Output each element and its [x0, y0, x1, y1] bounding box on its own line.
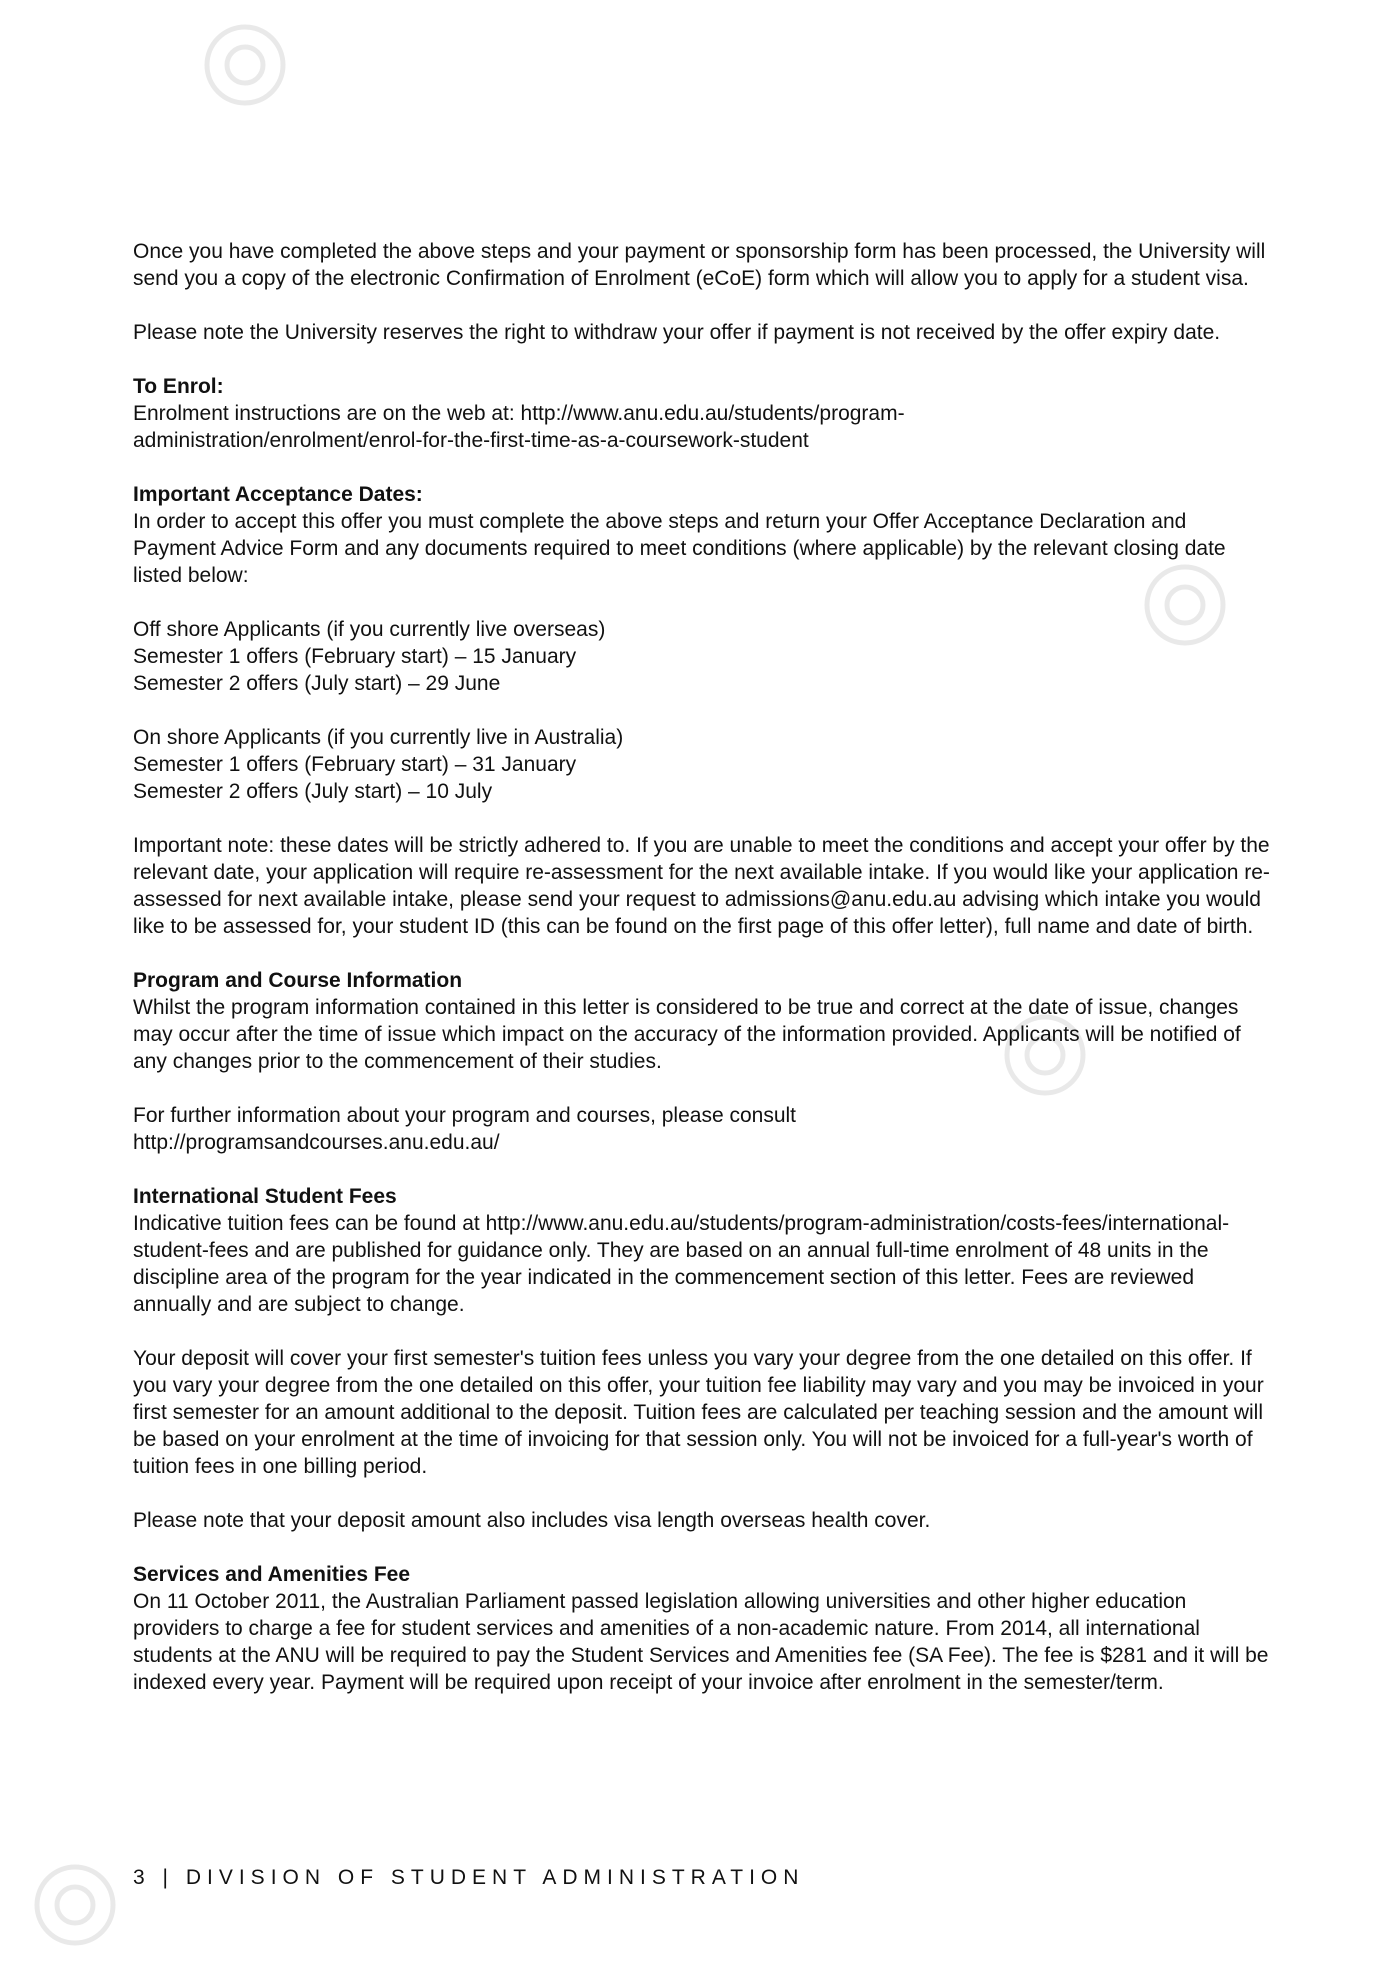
offshore-sem1: Semester 1 offers (February start) – 15 January: [133, 645, 577, 668]
onshore-dates: [133, 724, 1273, 805]
important-note: Important note: these dates will be strictly adhered to. If you are unable to meet the conditions and accept your offer by the relevant date, your application will require re-assessment for the next available intake. If you would like your application re-assessed for next available intake, please send your request to admissions@anu.edu.au advising which intake you would like to be assessed for, your student ID (this can be found on the first page of this offer letter), full name and date of birth.: [133, 834, 1270, 938]
amenities-text: On 11 October 2011, the Australian Parliament passed legislation allowing universities and other higher education providers to charge a fee for student services and amenities of a non-academic nature. From 2014, all international students at the ANU will be required to pay the Student Services and Amenities fee (SA Fee). The fee is $281 and it will be indexed every year. Payment will be required upon receipt of your invoice after enrolment in the semester/term.: [133, 1590, 1269, 1694]
onshore-sem1: Semester 1 offers (February start) – 31 January: [133, 753, 577, 776]
withdraw-notice: Please note the University reserves the right to withdraw your offer if payment is not received by the offer expiry date.: [133, 321, 1221, 344]
fees-section: [133, 1183, 1273, 1318]
program-section: [133, 967, 1273, 1075]
programs-link[interactable]: http://programsandcourses.anu.edu.au/: [133, 1131, 500, 1154]
program-heading: Program and Course Information: [133, 969, 463, 992]
fees-text-3: Please note that your deposit amount also includes visa length overseas health cover.: [133, 1509, 931, 1532]
page-number: 3: [133, 1866, 151, 1889]
amenities-heading: Services and Amenities Fee: [133, 1563, 411, 1586]
further-info-text: For further information about your program and courses, please consult: [133, 1104, 797, 1127]
watermark-seal-icon: [200, 20, 290, 110]
confirmation-paragraph: Once you have completed the above steps and your payment or sponsorship form has been processed, the University will send you a copy of the electronic Confirmation of Enrolment (eCoE) form which will allow you to apply for a student visa.: [133, 240, 1266, 290]
program-text: Whilst the program information contained in this letter is considered to be true and correct at the date of issue, changes may occur after the time of issue which impact on the accuracy of the information provided. Applicants will be notified of any changes prior to the commencement of their studies.: [133, 996, 1241, 1073]
further-info: [133, 1102, 1273, 1156]
fees-text-1: Indicative tuition fees can be found at http://www.anu.edu.au/students/program-administration/costs-fees/international-student-fees and are published for guidance only. They are based on an annual full-time enrolment of 48 units in the discipline area of the program for the year indicated in the commencement section of this letter. Fees are reviewed annually and are subject to change.: [133, 1212, 1230, 1316]
amenities-section: [133, 1561, 1273, 1696]
offshore-title: Off shore Applicants (if you currently live overseas): [133, 618, 606, 641]
watermark-seal-icon: [30, 1860, 120, 1950]
fees-heading: International Student Fees: [133, 1185, 397, 1208]
enrol-link-line-2[interactable]: administration/enrolment/enrol-for-the-first-time-as-a-coursework-student: [133, 429, 809, 452]
fees-text-2: Your deposit will cover your first semester's tuition fees unless you vary your degree from the one detailed on this offer. If you vary your degree from the one detailed on this offer, your tuition fee liability may vary and you may be invoiced in your first semester for an amount additional to the deposit. Tuition fees are calculated per teaching session and the amount will be based on your enrolment at the time of invoicing for that session only. You will not be invoiced for a full-year's worth of tuition fees in one billing period.: [133, 1347, 1264, 1478]
footer-division: DIVISION OF STUDENT ADMINISTRATION: [185, 1866, 805, 1889]
offshore-sem2: Semester 2 offers (July start) – 29 June: [133, 672, 501, 695]
onshore-sem2: Semester 2 offers (July start) – 10 July: [133, 780, 493, 803]
onshore-title: On shore Applicants (if you currently live in Australia): [133, 726, 624, 749]
offshore-dates: [133, 616, 1273, 697]
acceptance-dates-section: [133, 481, 1273, 589]
enrol-heading: To Enrol:: [133, 375, 224, 398]
enrol-section: [133, 373, 1273, 454]
enrol-link-line-1[interactable]: Enrolment instructions are on the web at: http://www.anu.edu.au/students/program-: [133, 402, 905, 425]
acceptance-dates-text: In order to accept this offer you must complete the above steps and return your Offer Acceptance Declaration and Payment Advice Form and any documents required to meet conditions (where applicable) by the relevant closing date listed below:: [133, 510, 1226, 587]
footer-separator: |: [162, 1866, 174, 1889]
page-footer: [133, 1866, 804, 1890]
acceptance-dates-heading: Important Acceptance Dates:: [133, 483, 423, 506]
letter-body: [133, 238, 1273, 1723]
